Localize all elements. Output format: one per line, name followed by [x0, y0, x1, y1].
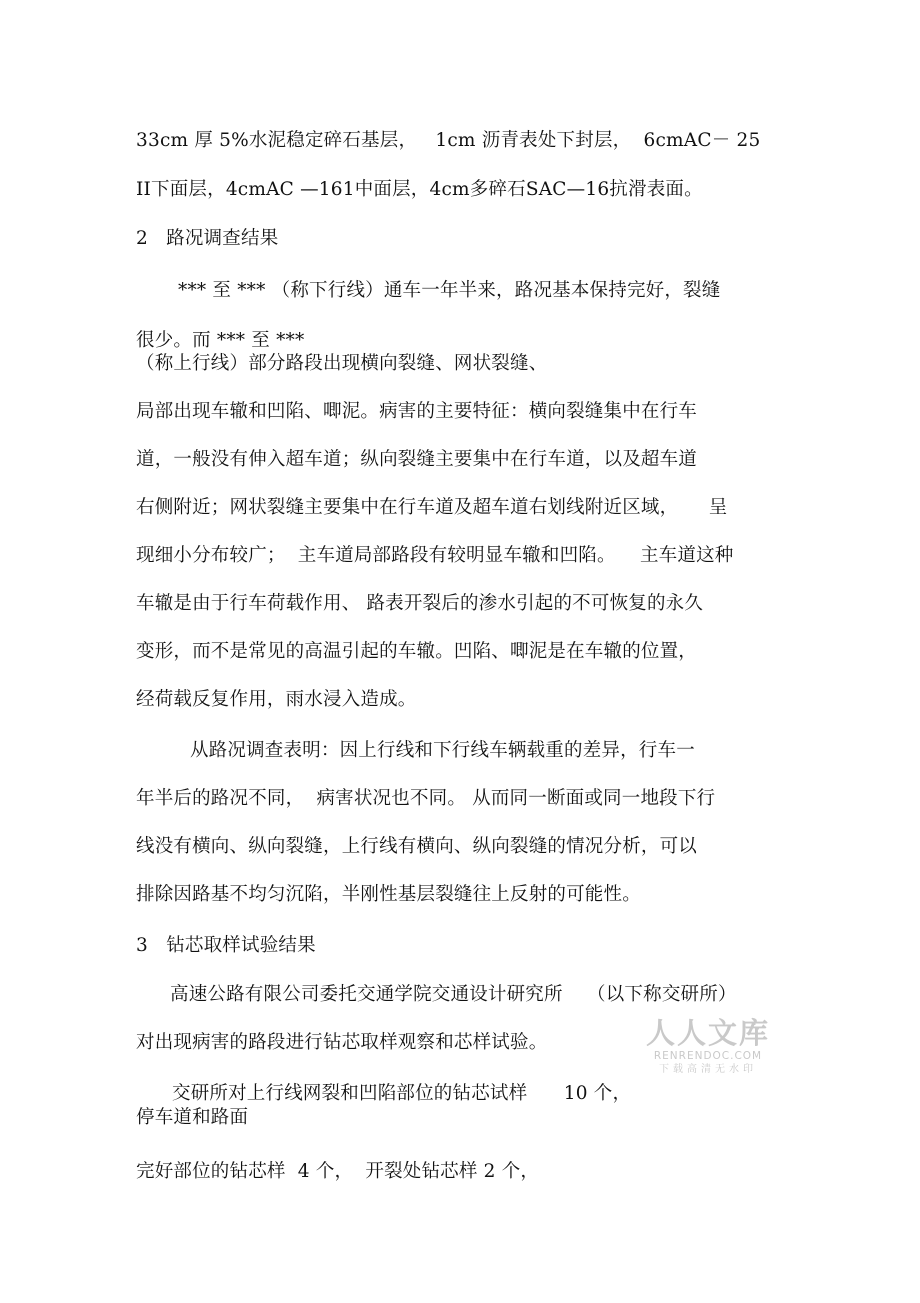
- body-line-13: 从路况调查表明：因上行线和下行线车辆载重的差异，行车一: [190, 740, 695, 761]
- watermark-logo: [640, 1016, 776, 1076]
- body-line-20: 停车道和路面: [136, 1107, 249, 1128]
- watermark-logo-text: 人人文库: [645, 1016, 770, 1050]
- body-line-5: （称上行线）部分路段出现横向裂缝、网状裂缝、: [136, 353, 548, 374]
- body-line-18: 对出现病害的路段进行钻芯取样观察和芯样试验。: [136, 1032, 548, 1053]
- watermark-tagline: 下载高清无水印: [659, 1064, 757, 1075]
- body-line-8: 右侧附近；网状裂缝主要集中在行车道及超车道右划线附近区域， 呈: [136, 497, 728, 518]
- body-line-17: 高速公路有限公司委托交通学院交通设计研究所 （以下称交研所）: [170, 984, 737, 1005]
- body-line-1: 33cm 厚 5%水泥稳定碎石基层， 1cm 沥青表处下封层， 6cmAC－ 25: [136, 130, 761, 151]
- body-line-12: 经荷载反复作用，雨水浸入造成。: [136, 689, 417, 710]
- body-line-21: 完好部位的钻芯样 4 个， 开裂处钻芯样 2 个，: [136, 1161, 540, 1182]
- section-heading-2: 2 路况调查结果: [136, 228, 279, 249]
- body-line-16: 排除因路基不均匀沉陷，半刚性基层裂缝往上反射的可能性。: [136, 884, 641, 905]
- body-line-10: 车辙是由于行车荷载作用、 路表开裂后的渗水引起的不可恢复的永久: [136, 593, 704, 614]
- body-line-2: II下面层，4cmAC —161中面层，4cm多碎石SAC—16抗滑表面。: [136, 179, 703, 200]
- section-heading-3: 3 钻芯取样试验结果: [136, 935, 316, 956]
- body-line-14: 年半后的路况不同， 病害状况也不同。 从而同一断面或同一地段下行: [136, 788, 716, 809]
- watermark-site: RENRENDOC.COM: [653, 1050, 763, 1062]
- body-line-15: 线没有横向、纵向裂缝，上行线有横向、纵向裂缝的情况分析，可以: [136, 836, 698, 857]
- body-line-3: *** 至 *** （称下行线）通车一年半来，路况基本保持完好，裂缝: [178, 280, 721, 301]
- body-line-19: 交研所对上行线网裂和凹陷部位的钻芯试样 10 个，: [172, 1083, 632, 1104]
- body-line-4: 很少。而 *** 至 ***: [136, 330, 305, 351]
- body-line-7: 道，一般没有伸入超车道；纵向裂缝主要集中在行车道，以及超车道: [136, 449, 698, 470]
- body-line-9: 现细小分布较广； 主车道局部路段有较明显车辙和凹陷。 主车道这种: [136, 545, 734, 566]
- body-line-11: 变形，而不是常见的高温引起的车辙。凹陷、唧泥是在车辙的位置，: [136, 641, 698, 662]
- body-line-6: 局部出现车辙和凹陷、唧泥。病害的主要特征：横向裂缝集中在行车: [136, 401, 698, 422]
